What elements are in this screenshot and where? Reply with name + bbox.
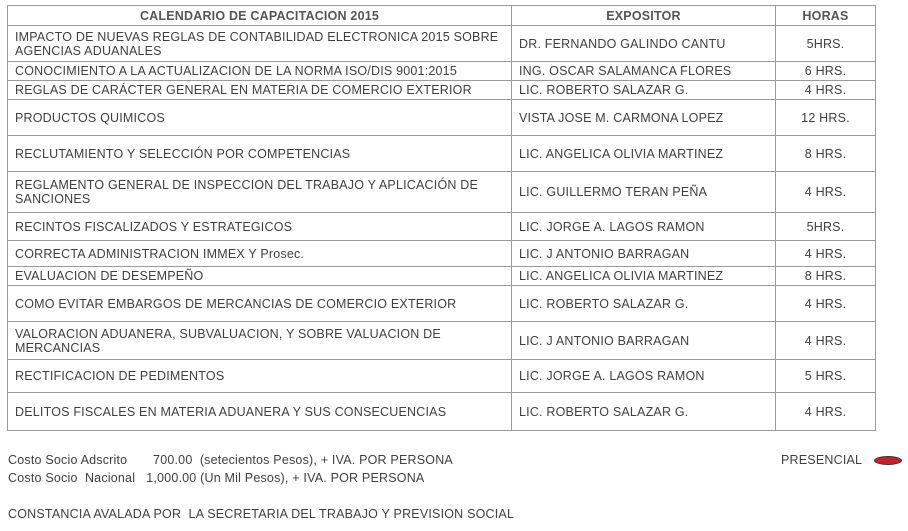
expositor-cell: LIC. JORGE A. LAGOS RAMON: [512, 360, 776, 393]
header-expositor: EXPOSITOR: [512, 6, 776, 26]
expositor-cell: LIC. GUILLERMO TERAN PEÑA: [512, 172, 776, 213]
curso-cell: PRODUCTOS QUIMICOS: [8, 100, 512, 136]
constancia-text: CONSTANCIA AVALADA POR LA SECRETARIA DEL TRABAJO Y PREVISION SOCIAL: [8, 507, 515, 521]
expositor-cell: DR. FERNANDO GALINDO CANTU: [512, 26, 776, 62]
horas-cell: 6 HRS.: [776, 62, 876, 81]
costo-socio-nacional: Costo Socio Nacional 1,000.00 (Un Mil Pesos), + IVA. POR PERSONA: [8, 471, 425, 485]
curso-cell: REGLAMENTO GENERAL DE INSPECCION DEL TRABAJO Y APLICACIÓN DE SANCIONES: [8, 172, 512, 213]
horas-cell: 4 HRS.: [776, 393, 876, 431]
red-oval-icon: [874, 456, 902, 465]
horas-cell: 4 HRS.: [776, 322, 876, 360]
curso-cell: REGLAS DE CARÁCTER GENERAL EN MATERIA DE COMERCIO EXTERIOR: [8, 81, 512, 100]
horas-cell: 5HRS.: [776, 26, 876, 62]
horas-cell: 4 HRS.: [776, 81, 876, 100]
horas-cell: 8 HRS.: [776, 136, 876, 172]
curso-cell: EVALUACION DE DESEMPEÑO: [8, 267, 512, 286]
horas-cell: 12 HRS.: [776, 100, 876, 136]
header-calendario: CALENDARIO DE CAPACITACION 2015: [8, 6, 512, 26]
expositor-cell: LIC. ROBERTO SALAZAR G.: [512, 393, 776, 431]
expositor-cell: LIC. ROBERTO SALAZAR G.: [512, 286, 776, 322]
horas-cell: 5 HRS.: [776, 360, 876, 393]
table-row: [8, 322, 876, 360]
expositor-cell: LIC. ANGELICA OLIVIA MARTINEZ: [512, 136, 776, 172]
training-calendar-table: [7, 5, 876, 431]
expositor-cell: LIC. JORGE A. LAGOS RAMON: [512, 213, 776, 241]
table-row: [8, 26, 876, 62]
table-header-row: [8, 6, 876, 26]
horas-cell: 5HRS.: [776, 213, 876, 241]
expositor-cell: LIC. ROBERTO SALAZAR G.: [512, 81, 776, 100]
horas-cell: 4 HRS.: [776, 286, 876, 322]
costo-socio-adscrito: Costo Socio Adscrito 700.00 (setecientos Pesos), + IVA. POR PERSONA: [8, 453, 453, 467]
horas-cell: 4 HRS.: [776, 241, 876, 267]
curso-cell: RECTIFICACION DE PEDIMENTOS: [8, 360, 512, 393]
curso-cell: CONOCIMIENTO A LA ACTUALIZACION DE LA NORMA ISO/DIS 9001:2015: [8, 62, 512, 81]
table-row: [8, 136, 876, 172]
modalidad-label: PRESENCIAL: [781, 453, 863, 467]
table-row: [8, 241, 876, 267]
horas-cell: 8 HRS.: [776, 267, 876, 286]
curso-cell: COMO EVITAR EMBARGOS DE MERCANCIAS DE COMERCIO EXTERIOR: [8, 286, 512, 322]
horas-cell: 4 HRS.: [776, 172, 876, 213]
expositor-cell: LIC. J ANTONIO BARRAGAN: [512, 241, 776, 267]
expositor-cell: LIC. ANGELICA OLIVIA MARTINEZ: [512, 267, 776, 286]
table-row: [8, 100, 876, 136]
table-row: [8, 393, 876, 431]
expositor-cell: ING. OSCAR SALAMANCA FLORES: [512, 62, 776, 81]
expositor-cell: VISTA JOSE M. CARMONA LOPEZ: [512, 100, 776, 136]
table-row: [8, 267, 876, 286]
table-row: [8, 286, 876, 322]
curso-cell: RECINTOS FISCALIZADOS Y ESTRATEGICOS: [8, 213, 512, 241]
table-row: [8, 360, 876, 393]
curso-cell: VALORACION ADUANERA, SUBVALUACION, Y SOBRE VALUACION DE MERCANCIAS: [8, 322, 512, 360]
table-row: [8, 213, 876, 241]
curso-cell: IMPACTO DE NUEVAS REGLAS DE CONTABILIDAD ELECTRONICA 2015 SOBRE AGENCIAS ADUANALES: [8, 26, 512, 62]
curso-cell: DELITOS FISCALES EN MATERIA ADUANERA Y SUS CONSECUENCIAS: [8, 393, 512, 431]
expositor-cell: LIC. J ANTONIO BARRAGAN: [512, 322, 776, 360]
table-row: [8, 81, 876, 100]
curso-cell: CORRECTA ADMINISTRACION IMMEX Y Prosec.: [8, 241, 512, 267]
table-row: [8, 62, 876, 81]
curso-cell: RECLUTAMIENTO Y SELECCIÓN POR COMPETENCIAS: [8, 136, 512, 172]
header-horas: HORAS: [776, 6, 876, 26]
table-row: [8, 172, 876, 213]
